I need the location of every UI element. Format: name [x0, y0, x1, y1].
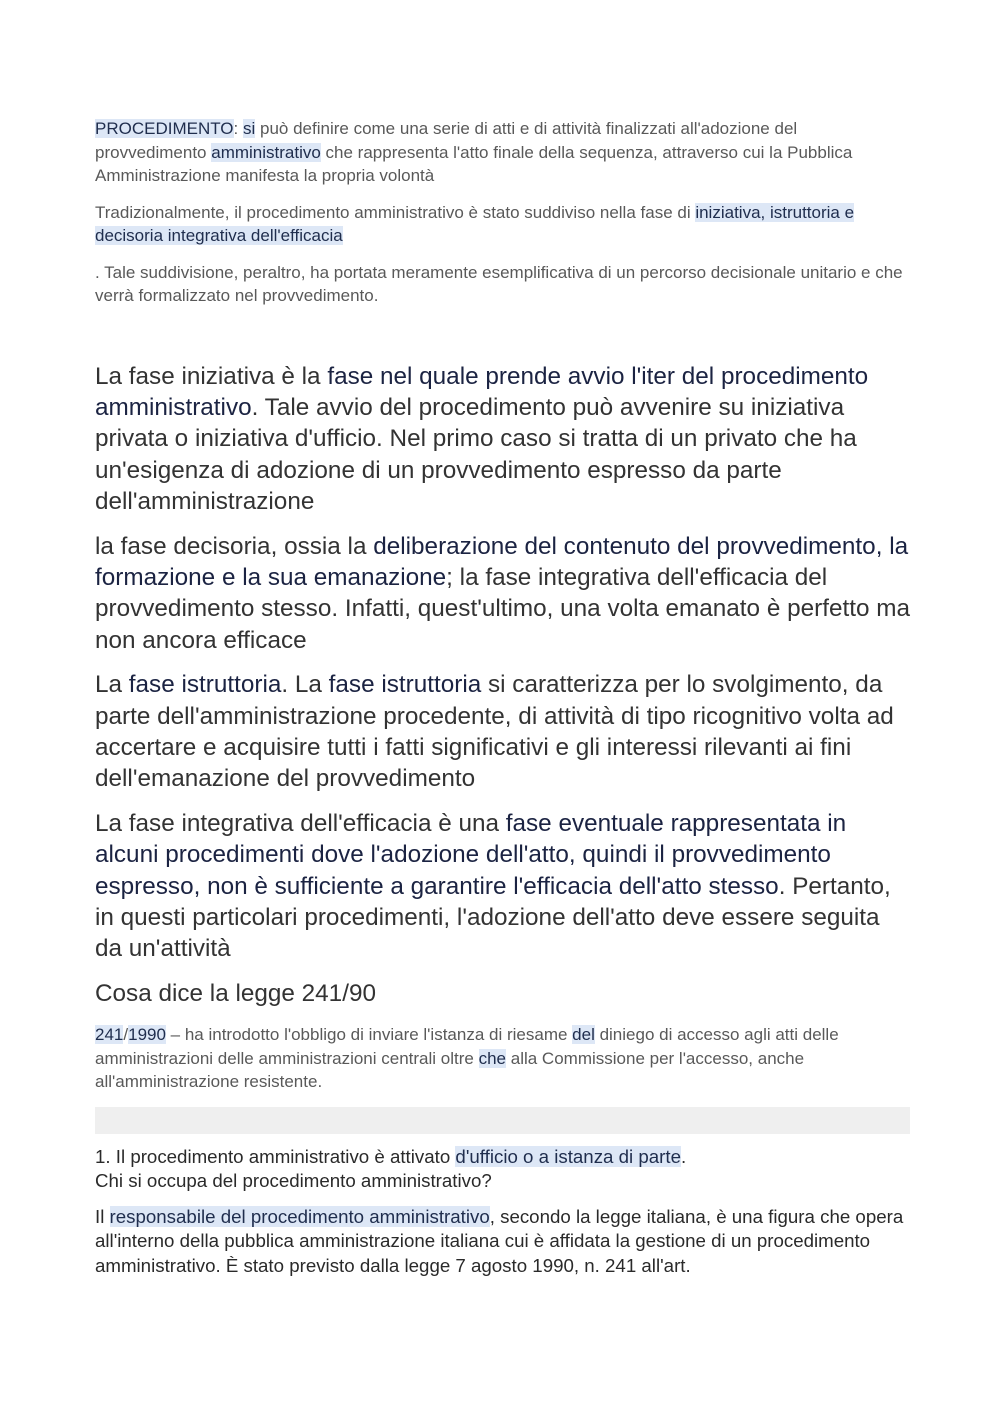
- fase-iniziativa-paragraph: La fase iniziativa è la fase nel quale prende avvio l'iter del procedimento amministrativo. Tale avvio del procedimento può avvenire su iniziativa privata o iniziativa d'ufficio. Nel primo caso si tratta di un privato che ha un'esigenza di adozione di un provvedimento espresso da parte dell'amministrazione: [95, 362, 869, 516]
- highlighted-term: amministrativo: [211, 142, 321, 162]
- document-page: [95, 117, 910, 1290]
- activation-paragraph: 1. Il procedimento amministrativo è attivato d'ufficio o a istanza di parte. Chi si occupa del procedimento amministrativo?: [95, 1145, 687, 1191]
- highlighted-term: che: [478, 1048, 507, 1068]
- procedimento-definition: PROCEDIMENTO: si può definire come una serie di atti e di attività finalizzati all'adozione del provvedimento amministrativo che rappresenta l'atto finale della sequenza, attraverso cui la Pubblica Amministrazione manifesta la propria volontà: [95, 119, 853, 185]
- law-241-paragraph: 241/1990 – ha introdotto l'obbligo di inviare l'istanza di riesame del diniego di accesso agli atti delle amministrazioni delle amministrazioni centrali oltre che alla Commissione per l'accesso, anche all'amministrazione resistente.: [95, 1025, 839, 1092]
- highlighted-term: iniziativa, istruttoria e decisoria integrativa dell'efficacia: [95, 202, 855, 245]
- highlighted-term: responsabile del procedimento amministrativo: [109, 1206, 490, 1228]
- fase-integrativa-paragraph: La fase integrativa dell'efficacia è una fase eventuale rappresentata in alcuni procedimenti dove l'adozione dell'atto, quindi il provvedimento espresso, non è sufficiente a garantire l'efficacia dell'atto stesso. Pertanto, in questi particolari procedimenti, l'adozione dell'atto deve essere seguita da un'attività: [95, 809, 891, 963]
- question-line: Chi si occupa del procedimento amministrativo?: [95, 1169, 492, 1191]
- highlighted-term: si: [243, 119, 256, 138]
- highlighted-term: 1990: [128, 1025, 166, 1045]
- highlighted-term: PROCEDIMENTO: [95, 119, 234, 138]
- highlighted-term: del: [572, 1025, 595, 1045]
- fase-decisoria-paragraph: la fase decisoria, ossia la deliberazione del contenuto del provvedimento, la formazione e la sua emanazione; la fase integrativa dell'efficacia del provvedimento stesso. Infatti, quest'ultimo, una volta emanato è perfetto ma non ancora efficace: [95, 532, 910, 654]
- subdivision-note: . Tale suddivisione, peraltro, ha portata meramente esemplificativa di un percorso decisionale unitario e che verrà formalizzato nel provvedimento.: [95, 262, 903, 305]
- highlighted-term: d'ufficio o a istanza di parte: [455, 1145, 681, 1167]
- phases-paragraph: Tradizionalmente, il procedimento amministrativo è stato suddiviso nella fase di iniziativa, istruttoria e decisoria integrativa dell'efficacia: [95, 202, 855, 245]
- separator-bar: [95, 1107, 910, 1134]
- fase-istruttoria-paragraph: La fase istruttoria. La fase istruttoria si caratterizza per lo svolgimento, da parte dell'amministrazione procedente, di attività di tipo ricognitivo volta ad accertare e acquisire tutti i fatti significativi e gli interessi rilevanti ai fini dell'emanazione del provvedimento: [95, 671, 894, 793]
- responsabile-paragraph: Il responsabile del procedimento amministrativo, secondo la legge italiana, è una figura che opera all'interno della pubblica amministrazione italiana cui è affidata la gestione di un procedimento amministrativo. È stato previsto dalla legge 7 agosto 1990, n. 241 all'art.: [95, 1206, 904, 1276]
- highlighted-term: 241: [95, 1025, 124, 1045]
- section-heading: Cosa dice la legge 241/90: [95, 979, 376, 1007]
